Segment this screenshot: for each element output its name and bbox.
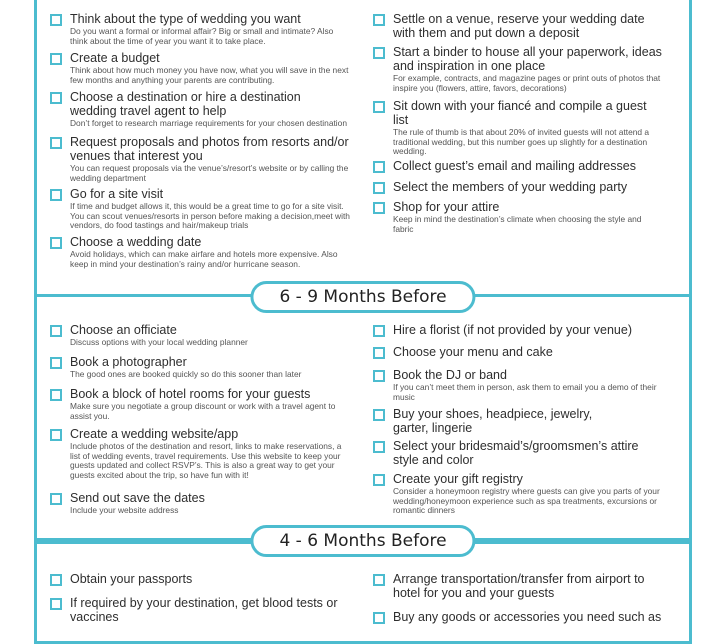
checkbox[interactable]	[373, 202, 385, 214]
checklist-item	[50, 90, 350, 129]
item-title: Book a photographer	[70, 355, 187, 369]
item-title: Go for a site visit	[70, 187, 164, 201]
checklist-item	[373, 200, 663, 234]
checklist-item	[50, 355, 350, 380]
item-title: Start a binder to house all your paperwork, ideas and inspiration in one place	[393, 45, 662, 73]
item-description: Do you want a formal or informal affair? Big or small and intimate? Also think about the time of year you want it to take place.	[70, 26, 334, 46]
item-title: Settle on a venue, reserve your wedding date with them and put down a deposit	[393, 12, 645, 40]
item-description: Consider a honeymoon registry where guests can give you parts of your wedding/honeymoon experience such as spa treatments, excursions or romantic dinners	[393, 486, 660, 516]
checklist-item	[373, 407, 623, 435]
item-description: Include photos of the destination and resort, links to make reservations, a list of wedding events, travel requirements. Use this website to keep your guests updated and collect RSVP’s. This is also a great way to get your guests excited about the trip, so have fun with it!	[70, 441, 342, 480]
checklist-item	[373, 472, 683, 516]
checklist-item	[373, 610, 683, 624]
item-title: Buy any goods or accessories you need such as	[393, 610, 662, 624]
item-title: Choose a destination or hire a destination wedding travel agent to help	[70, 90, 301, 118]
item-description: The rule of thumb is that about 20% of invited guests will not attend a traditional wedding, but this number goes up slightly for a destination wedding.	[393, 127, 650, 157]
item-title: Hire a florist (if not provided by your venue)	[393, 323, 632, 337]
checkbox[interactable]	[50, 429, 62, 441]
section-header-4-6-months: 4 - 6 Months Before	[250, 525, 475, 557]
checklist-item	[50, 387, 350, 421]
checklist-item	[50, 427, 350, 480]
item-description: If time and budget allows it, this would be a great time to go for a site visit. You can scout venues/resorts in person before making a decision,meet with vendors, do food tastings and hair/makeup trials	[70, 201, 350, 231]
item-title: Shop for your attire	[393, 200, 500, 214]
item-description: For example, contracts, and magazine pages or print outs of photos that inspire you (flowers, attire, favors, decorations)	[393, 73, 661, 93]
checkbox[interactable]	[50, 598, 62, 610]
item-description: The good ones are booked quickly so do this sooner than later	[70, 369, 302, 379]
checklist-item	[373, 159, 673, 173]
checkbox[interactable]	[50, 389, 62, 401]
checklist-item	[50, 235, 350, 269]
checkbox[interactable]	[50, 189, 62, 201]
item-title: Collect guest’s email and mailing addresses	[393, 159, 636, 173]
item-title: Request proposals and photos from resorts and/or venues that interest you	[70, 135, 349, 163]
item-description: Think about how much money you have now, what you will save in the next few months and anything your parents are contributing.	[70, 65, 349, 85]
item-description: Keep in mind the destination’s climate when choosing the style and fabric	[393, 214, 642, 234]
item-title: Choose your menu and cake	[393, 345, 553, 359]
item-title: Sit down with your fiancé and compile a guest list	[393, 99, 647, 127]
item-title: Select the members of your wedding party	[393, 180, 628, 194]
checkbox[interactable]	[373, 101, 385, 113]
checklist-item	[373, 439, 643, 467]
checklist-item	[373, 180, 673, 194]
checkbox[interactable]	[373, 612, 385, 624]
item-title: Arrange transportation/transfer from airport to hotel for you and your guests	[393, 572, 645, 600]
checklist-item	[50, 135, 350, 183]
checklist-item	[50, 51, 350, 85]
item-title: Book the DJ or band	[393, 368, 507, 382]
item-title: If required by your destination, get blood tests or vaccines	[70, 596, 338, 624]
checkbox[interactable]	[373, 474, 385, 486]
item-title: Create your gift registry	[393, 472, 523, 486]
item-description: You can request proposals via the venue’s/resort’s website or by calling the wedding department	[70, 163, 349, 183]
checklist-item	[373, 12, 663, 40]
checklist-item	[373, 572, 673, 600]
checklist-item	[50, 12, 350, 46]
checklist-item	[373, 345, 673, 359]
checkbox[interactable]	[373, 47, 385, 59]
item-title: Choose a wedding date	[70, 235, 202, 249]
checklist-item	[50, 491, 350, 516]
checkbox[interactable]	[50, 237, 62, 249]
checkbox[interactable]	[50, 53, 62, 65]
checkbox[interactable]	[373, 347, 385, 359]
checkbox[interactable]	[373, 409, 385, 421]
checkbox[interactable]	[373, 14, 385, 26]
checkbox[interactable]	[50, 14, 62, 26]
item-description: Discuss options with your local wedding planner	[70, 337, 248, 347]
item-title: Create a wedding website/app	[70, 427, 239, 441]
checkbox[interactable]	[50, 357, 62, 369]
item-title: Create a budget	[70, 51, 160, 65]
checklist-item	[50, 323, 350, 348]
item-description: Avoid holidays, which can make airfare and hotels more expensive. Also keep in mind your destination’s rainy and/or hurricane season.	[70, 249, 338, 269]
item-title: Book a block of hotel rooms for your guests	[70, 387, 311, 401]
item-title: Send out save the dates	[70, 491, 205, 505]
checkbox[interactable]	[50, 574, 62, 586]
item-title: Buy your shoes, headpiece, jewelry, garter, lingerie	[393, 407, 593, 435]
checkbox[interactable]	[373, 325, 385, 337]
checkbox[interactable]	[373, 441, 385, 453]
checkbox[interactable]	[50, 137, 62, 149]
checkbox[interactable]	[373, 370, 385, 382]
checkbox[interactable]	[50, 325, 62, 337]
item-title: Select your bridesmaid’s/groomsmen’s attire style and color	[393, 439, 639, 467]
checkbox[interactable]	[373, 161, 385, 173]
item-description: If you can’t meet them in person, ask them to email you a demo of their music	[393, 382, 657, 402]
checklist-item	[50, 572, 350, 586]
checkbox[interactable]	[50, 493, 62, 505]
checklist-item	[373, 368, 663, 402]
item-title: Think about the type of wedding you want	[70, 12, 301, 26]
item-description: Make sure you negotiate a group discount or work with a travel agent to assist you.	[70, 401, 336, 421]
item-description: Include your website address	[70, 505, 179, 515]
checkbox[interactable]	[373, 574, 385, 586]
item-title: Obtain your passports	[70, 572, 193, 586]
item-title: Choose an officiate	[70, 323, 177, 337]
checklist-item	[373, 45, 668, 93]
checklist-item	[50, 187, 350, 231]
checkbox[interactable]	[50, 92, 62, 104]
section-header-6-9-months: 6 - 9 Months Before	[250, 281, 475, 313]
checkbox[interactable]	[373, 182, 385, 194]
checklist-item	[373, 99, 658, 157]
item-description: Don’t forget to research marriage requirements for your chosen destination	[70, 118, 347, 128]
checklist-item	[373, 323, 673, 337]
